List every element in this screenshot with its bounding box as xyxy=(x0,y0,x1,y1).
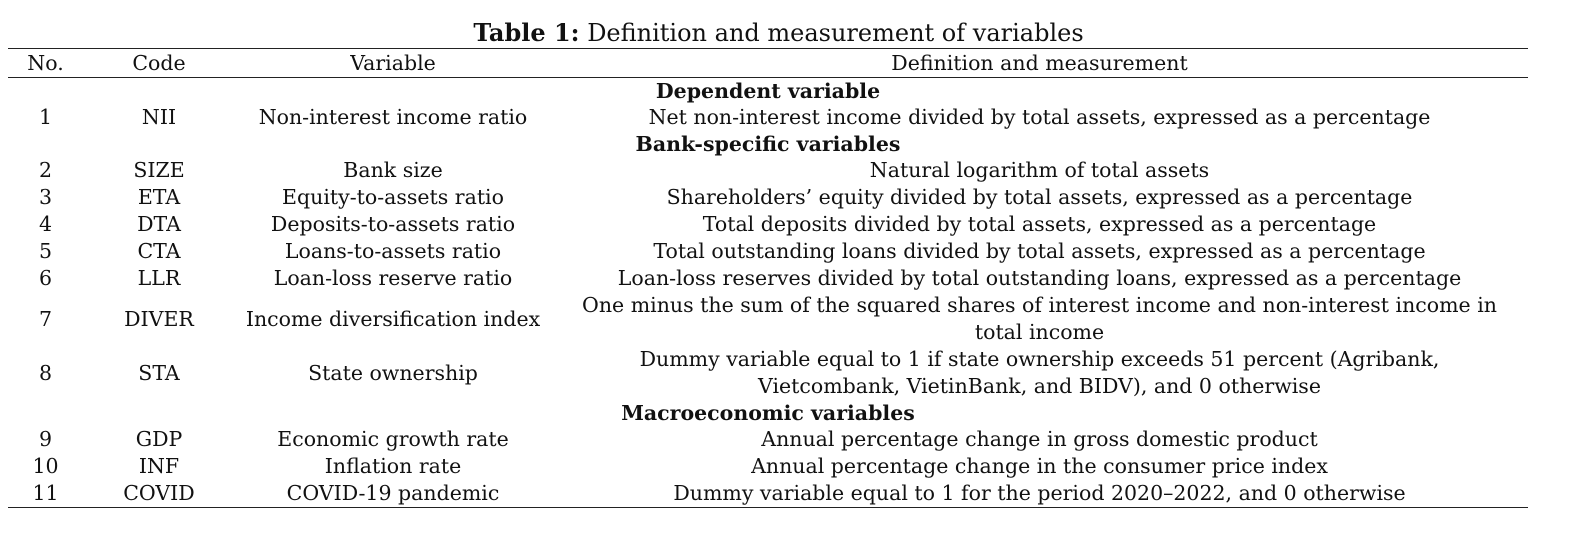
cell-variable: Equity-to-assets ratio xyxy=(282,185,504,209)
cell-no: 2 xyxy=(38,158,53,182)
section-row-bank-specific xyxy=(8,131,1528,157)
table-row xyxy=(8,480,1528,508)
cell-variable: State ownership xyxy=(308,360,478,385)
section-row-dependent xyxy=(8,78,1528,105)
caption-label: Table 1: xyxy=(473,18,580,47)
cell-variable: Income diversification index xyxy=(245,306,541,331)
cell-code: ETA xyxy=(137,185,181,209)
table-row xyxy=(8,346,1528,400)
cell-variable: Non-interest income ratio xyxy=(258,105,528,129)
header-code: Code xyxy=(83,49,235,78)
cell-definition: Dummy variable equal to 1 for the period 2020–2022, and 0 otherwise xyxy=(551,480,1528,508)
table-row xyxy=(8,238,1528,265)
table-row xyxy=(8,426,1528,453)
cell-no: 5 xyxy=(38,239,53,263)
cell-definition: Net non-interest income divided by total assets, expressed as a percentage xyxy=(648,105,1431,129)
cell-code: CTA xyxy=(137,239,181,263)
cell-definition: Shareholders’ equity divided by total assets, expressed as a percentage xyxy=(666,185,1413,209)
section-row-macroeconomic xyxy=(8,400,1528,426)
caption-title: Definition and measurement of variables xyxy=(587,19,1084,47)
cell-code: DTA xyxy=(137,212,181,236)
cell-no: 3 xyxy=(38,185,53,209)
cell-code: NII xyxy=(141,105,177,129)
cell-code: STA xyxy=(138,360,180,385)
header-definition: Definition and measurement xyxy=(551,49,1528,78)
table-row xyxy=(8,184,1528,211)
cell-code: SIZE xyxy=(133,158,185,182)
cell-code: DIVER xyxy=(124,306,194,331)
cell-no: 8 xyxy=(38,360,53,385)
cell-definition: Loan-loss reserves divided by total outstanding loans, expressed as a percentage xyxy=(617,266,1462,290)
cell-no: 6 xyxy=(38,266,53,290)
header-variable: Variable xyxy=(235,49,551,78)
cell-code: GDP xyxy=(135,427,183,451)
table-caption xyxy=(0,18,1557,48)
table-row xyxy=(8,211,1528,238)
cell-variable: Inflation rate xyxy=(324,454,462,478)
cell-variable: Loans-to-assets ratio xyxy=(284,239,502,263)
cell-definition: Annual percentage change in the consumer price index xyxy=(751,454,1328,478)
cell-definition: Natural logarithm of total assets xyxy=(869,158,1210,182)
cell-definition: One minus the sum of the squared shares of interest income and non-interest income in total income xyxy=(582,293,1497,344)
cell-definition: Annual percentage change in gross domestic product xyxy=(761,427,1318,451)
table-row xyxy=(8,104,1528,131)
cell-variable: Economic growth rate xyxy=(277,427,509,451)
cell-no: 1 xyxy=(38,105,53,129)
cell-no: 7 xyxy=(38,306,53,331)
section-title: Bank-specific variables xyxy=(635,132,901,156)
cell-no: 10 xyxy=(32,454,59,478)
section-title: Macroeconomic variables xyxy=(621,401,915,425)
cell-variable: Deposits-to-assets ratio xyxy=(270,212,516,236)
cell-definition: Dummy variable equal to 1 if state ownership exceeds 51 percent (Agribank, Vietcombank, VietinBank, and BIDV), and 0 otherwise xyxy=(639,347,1440,398)
cell-definition: Total deposits divided by total assets, expressed as a percentage xyxy=(702,212,1377,236)
cell-definition: Total outstanding loans divided by total assets, expressed as a percentage xyxy=(653,239,1426,263)
cell-code: INF xyxy=(138,454,180,478)
cell-variable: COVID-19 pandemic xyxy=(235,480,551,508)
header-no: No. xyxy=(8,49,83,78)
cell-no: 11 xyxy=(8,480,83,508)
cell-no: 9 xyxy=(38,427,53,451)
table-row xyxy=(8,265,1528,292)
table-body xyxy=(8,78,1528,508)
cell-variable: Loan-loss reserve ratio xyxy=(273,266,513,290)
section-title: Dependent variable xyxy=(655,79,881,103)
cell-code: LLR xyxy=(137,266,181,290)
cell-variable: Bank size xyxy=(343,158,443,182)
table-row xyxy=(8,453,1528,480)
variables-table xyxy=(8,48,1528,508)
cell-no: 4 xyxy=(38,212,53,236)
cell-code: COVID xyxy=(83,480,235,508)
table-row xyxy=(8,157,1528,184)
table-row xyxy=(8,292,1528,346)
header-row xyxy=(8,49,1528,78)
